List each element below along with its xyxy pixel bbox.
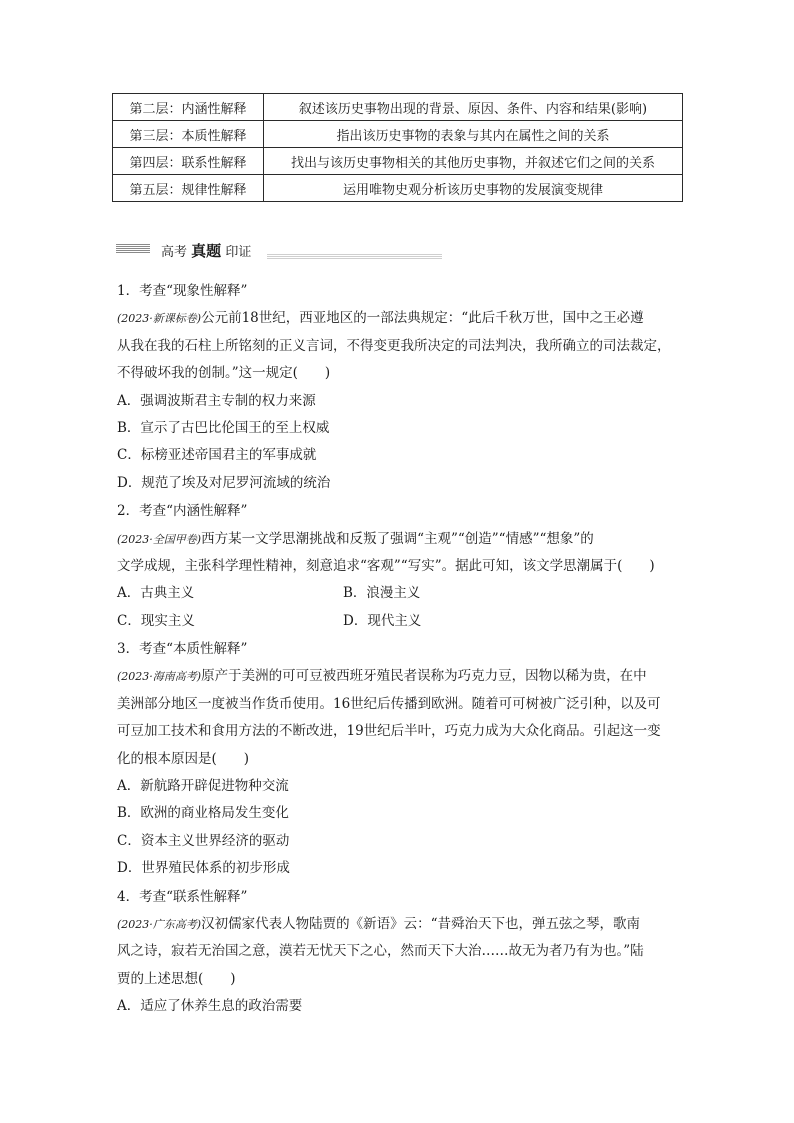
answer-option: D．现代主义	[343, 612, 422, 629]
stem-text: 风之诗，寂若无治国之意，漠若无忧天下之心，然而天下大治……故无为者乃有为也。”陆	[117, 943, 644, 960]
level-cell: 第三层：本质性解释	[113, 121, 264, 148]
stem-text: 不得破坏我的创制。”这一规定( )	[117, 365, 331, 382]
question-heading: 1．考查“现象性解释”	[117, 283, 248, 299]
table-row	[113, 121, 683, 148]
description-cell: 指出该历史事物的表象与其内在属性之间的关系	[264, 121, 683, 148]
stem-text: 原产于美洲的可可豆被西班牙殖民者误称为巧克力豆，因物以稀为贵，在中	[201, 668, 647, 685]
answer-option: C．现实主义	[117, 612, 195, 629]
question-stem-line	[117, 691, 683, 718]
level-cell: 第二层：内涵性解释	[113, 94, 264, 121]
description-cell: 叙述该历史事物出现的背景、原因、条件、内容和结果(影响)	[264, 94, 683, 121]
table-row	[113, 94, 683, 121]
stem-text: 美洲部分地区一度被当作货币使用。16世纪后传播到欧洲。随着可可树被广泛引种，以及可	[117, 695, 661, 712]
table-row	[113, 148, 683, 175]
stem-text: 公元前18世纪，西亚地区的一部法典规定：“此后千秋万世，国中之王必遵	[201, 310, 644, 327]
question-stem-line	[117, 746, 683, 773]
stem-text: 汉初儒家代表人物陆贾的《新语》云：“昔舜治天下也，弹五弦之琴，歌南	[201, 915, 640, 932]
question-stem-line	[117, 305, 683, 332]
question-heading: 3．考查“本质性解释”	[117, 641, 248, 658]
banner-rule	[267, 254, 442, 260]
question-stem-line	[117, 333, 683, 360]
question-stem-line	[117, 966, 683, 993]
section-suffix: 印证	[225, 245, 252, 260]
answer-option: D．世界殖民体系的初步形成	[117, 860, 290, 877]
stem-text: 可豆加工技术和食用方法的不断改进，19世纪后半叶，巧克力成为大众化商品。引起这一变	[117, 723, 661, 740]
description-cell: 运用唯物史观分析该历史事物的发展演变规律	[264, 175, 683, 202]
option-row	[117, 580, 683, 607]
answer-option: A．古典主义	[117, 585, 195, 602]
question-heading: 4．考查“联系性解释”	[117, 888, 248, 905]
question-heading: 2．考查“内涵性解释”	[117, 503, 248, 520]
question-source: (2023·全国甲卷)	[117, 532, 202, 546]
banner-stripes	[116, 244, 150, 254]
answer-option: D．规范了埃及对尼罗河流域的统治	[117, 474, 331, 491]
stem-text: 从我在我的石柱上所铭刻的正义言词，不得变更我所决定的司法判决，我所确立的司法裁定，	[117, 337, 671, 354]
answer-option: B．宣示了古巴比伦国王的至上权威	[117, 419, 330, 436]
answer-option: B．欧洲的商业格局发生变化	[117, 805, 289, 822]
answer-option: A．适应了休养生息的政治需要	[117, 998, 303, 1015]
question-stem-line	[117, 911, 683, 938]
section-prefix: 高考	[161, 245, 188, 260]
question-source: (2023·海南高考)	[117, 670, 202, 684]
stem-text: 化的根本原因是( )	[117, 750, 250, 767]
question-stem-line	[117, 718, 683, 745]
answer-option: C．资本主义世界经济的驱动	[117, 832, 290, 849]
question-source: (2023·新课标卷)	[117, 312, 202, 326]
stem-text: 文学成规，主张科学理性精神，刻意追求“客观”“写实”。据此可知，该文学思潮属于( )	[117, 557, 655, 574]
question-list	[117, 277, 683, 1021]
question-stem-line	[117, 938, 683, 965]
section-emphasis: 真题	[191, 242, 222, 260]
question-stem-line	[117, 663, 683, 690]
option-row	[117, 608, 683, 635]
level-cell: 第五层：规律性解释	[113, 175, 264, 202]
answer-option: B．浪漫主义	[343, 585, 421, 602]
question-stem-line	[117, 360, 683, 387]
description-cell: 找出与该历史事物相关的其他历史事物，并叙述它们之间的关系	[264, 148, 683, 175]
stem-text: 西方某一文学思潮挑战和反叛了强调“主观”“创造”“情感”“想象”的	[201, 530, 594, 547]
table-row	[113, 175, 683, 202]
question-stem-line	[117, 553, 683, 580]
level-table	[112, 93, 683, 202]
stem-text: 贾的上述思想( )	[117, 970, 236, 987]
answer-option: C．标榜亚述帝国君主的军事成就	[117, 447, 317, 464]
question-stem-line	[117, 526, 683, 553]
answer-option: A．强调波斯君主专制的权力来源	[117, 392, 316, 409]
section-title	[161, 240, 251, 261]
question-source: (2023·广东高考)	[117, 917, 202, 931]
section-banner	[112, 238, 442, 264]
level-cell: 第四层：联系性解释	[113, 148, 264, 175]
answer-option: A．新航路开辟促进物种交流	[117, 778, 289, 795]
